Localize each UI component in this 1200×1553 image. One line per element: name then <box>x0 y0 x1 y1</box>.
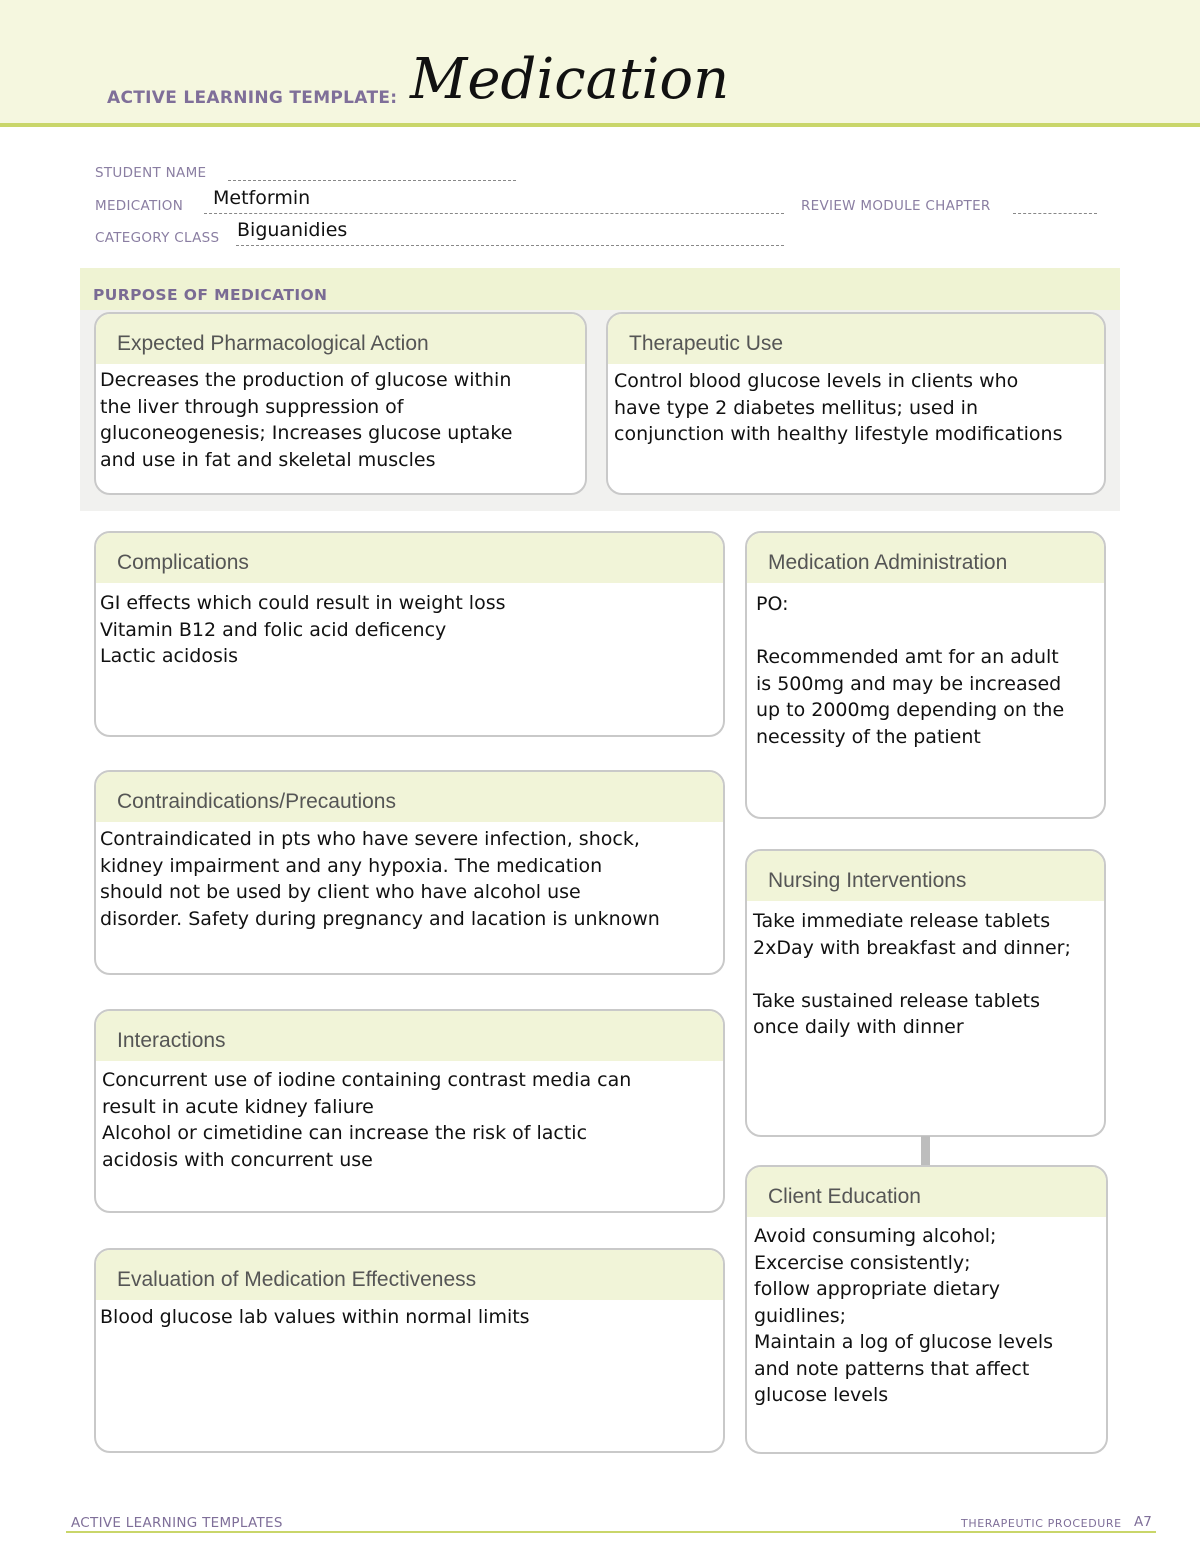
interactions-box <box>94 1009 725 1213</box>
footer-left-label: ACTIVE LEARNING TEMPLATES <box>71 1515 283 1531</box>
therapeutic-use-box <box>606 312 1106 495</box>
expected-action-box <box>94 312 587 495</box>
evaluation-heading: Evaluation of Medication Effectiveness <box>96 1250 723 1300</box>
expected-action-heading: Expected Pharmacological Action <box>96 314 585 364</box>
contraindications-heading: Contraindications/Precautions <box>96 772 723 822</box>
client-education-box <box>745 1165 1108 1454</box>
medication-label: MEDICATION <box>95 198 184 214</box>
medication-field[interactable]: Metformin <box>213 187 311 209</box>
nursing-interventions-heading: Nursing Interventions <box>747 851 1104 901</box>
evaluation-box <box>94 1248 725 1453</box>
evaluation-body[interactable]: Blood glucose lab values within normal limits <box>100 1306 530 1328</box>
category-class-field[interactable]: Biguanidies <box>237 219 348 241</box>
complications-box <box>94 531 725 737</box>
administration-heading: Medication Administration <box>747 533 1104 583</box>
review-module-line <box>1013 213 1097 214</box>
footer-rule <box>66 1531 1156 1533</box>
client-education-heading: Client Education <box>747 1167 1106 1217</box>
therapeutic-use-body[interactable]: Control blood glucose levels in clients who have type 2 diabetes mellitus; used in conjunction with healthy lifestyle modifications <box>614 370 1063 445</box>
connector-bar <box>921 1136 930 1166</box>
interactions-body[interactable]: Concurrent use of iodine containing contrast media can result in acute kidney faliure Alcohol or cimetidine can increase the risk of lactic acidosis with concurrent use <box>102 1069 632 1171</box>
nursing-interventions-body[interactable]: Take immediate release tablets 2xDay with breakfast and dinner; Take sustained release tablets once daily with dinner <box>753 910 1071 1038</box>
template-label: ACTIVE LEARNING TEMPLATE: <box>107 88 398 108</box>
header-rule <box>0 123 1200 127</box>
category-class-label: CATEGORY CLASS <box>95 230 220 246</box>
administration-body[interactable]: PO: Recommended amt for an adult is 500mg and may be increased up to 2000mg depending on the necessity of the patient <box>756 593 1065 748</box>
page-number: A7 <box>1134 1514 1152 1530</box>
student-name-line <box>228 180 516 181</box>
footer-right-label: THERAPEUTIC PROCEDURE <box>961 1517 1122 1530</box>
purpose-title: PURPOSE OF MEDICATION <box>93 286 328 304</box>
nursing-interventions-box <box>745 849 1106 1137</box>
complications-heading: Complications <box>96 533 723 583</box>
client-education-body[interactable]: Avoid consuming alcohol; Excercise consistently; follow appropriate dietary guidlines; Maintain a log of glucose levels and note patterns that affect glucose levels <box>754 1225 1054 1406</box>
purpose-header <box>80 268 1120 310</box>
category-class-line <box>236 245 784 246</box>
administration-box <box>745 531 1106 819</box>
complications-body[interactable]: GI effects which could result in weight loss Vitamin B12 and folic acid deficency Lactic acidosis <box>100 592 506 667</box>
medication-line <box>204 213 784 214</box>
contraindications-box <box>94 770 725 975</box>
student-name-label: STUDENT NAME <box>95 165 207 181</box>
review-module-label: REVIEW MODULE CHAPTER <box>801 198 991 214</box>
page-title: Medication <box>410 47 730 112</box>
expected-action-body[interactable]: Decreases the production of glucose within the liver through suppression of gluconeogenesis; Increases glucose uptake and use in fat and skeletal muscles <box>100 369 513 471</box>
interactions-heading: Interactions <box>96 1011 723 1061</box>
contraindications-body[interactable]: Contraindicated in pts who have severe infection, shock, kidney impairment and any hypoxia. The medication should not be used by client who have alcohol use disorder. Safety during pregnancy and lacation is unknown <box>100 828 660 930</box>
therapeutic-use-heading: Therapeutic Use <box>608 314 1104 364</box>
